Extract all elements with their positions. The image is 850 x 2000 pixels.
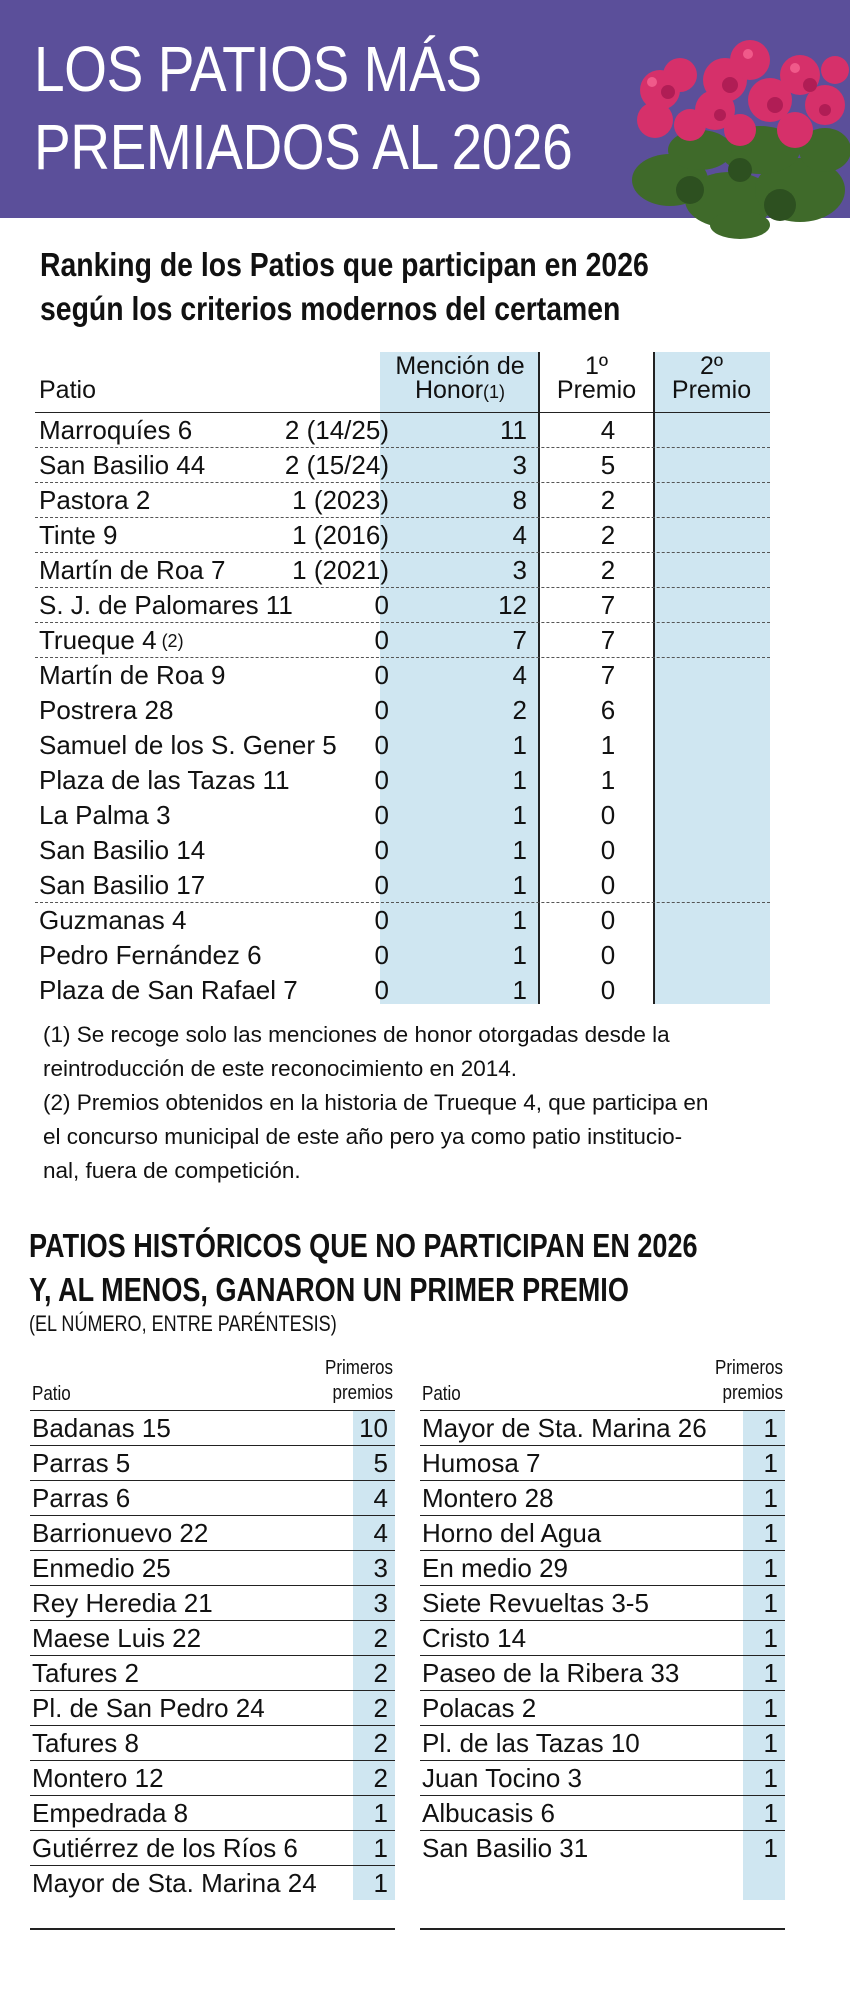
patio-name: Horno del Agua xyxy=(422,1518,602,1548)
table-row xyxy=(30,1585,395,1620)
mencion-value: 0 xyxy=(374,940,389,970)
table-row xyxy=(30,1795,395,1830)
patio-name-text: Trueque 4 xyxy=(39,625,157,655)
col-header-primer-line1: 1º xyxy=(584,352,609,380)
col-header-mencion xyxy=(380,354,540,404)
patio-name: Tafures 8 xyxy=(32,1728,139,1758)
primeros-premios-value: 2 xyxy=(373,1728,388,1758)
primeros-premios-value: 1 xyxy=(373,1868,388,1898)
page-title xyxy=(34,30,572,186)
page-title-line2: PREMIADOS AL 2026 xyxy=(34,111,573,183)
patio-name-text: S. J. de Palomares 11 xyxy=(39,590,293,620)
primeros-premios-value: 2 xyxy=(373,1658,388,1688)
primer-premio-value: 2 xyxy=(512,695,527,725)
footnotes xyxy=(43,1018,803,1188)
patio-name: Gutiérrez de los Ríos 6 xyxy=(32,1833,298,1863)
patio-name: Mayor de Sta. Marina 26 xyxy=(422,1413,707,1443)
segundo-premio-value: 0 xyxy=(600,940,616,970)
patio-name-text: Pedro Fernández 6 xyxy=(39,940,262,970)
segundo-premio-value: 0 xyxy=(600,975,616,1005)
patio-name xyxy=(39,938,262,973)
primeros-premios-value: 2 xyxy=(373,1763,388,1793)
segundo-premio-value: 1 xyxy=(600,765,616,795)
patio-name: Barrionuevo 22 xyxy=(32,1518,209,1548)
primeros-premios-value: 1 xyxy=(763,1518,778,1548)
patio-name xyxy=(39,973,298,1008)
segundo-premio-value: 0 xyxy=(600,905,616,935)
col-header-primer-line2: Premio xyxy=(556,376,637,404)
mencion-value: 0 xyxy=(374,765,389,795)
primer-premio-value: 11 xyxy=(500,415,527,445)
patio-name-text: San Basilio 17 xyxy=(39,870,206,900)
historicos-header-right xyxy=(420,1352,785,1410)
patio-name-text: San Basilio 44 xyxy=(39,450,206,480)
mencion-value: 1 (2021) xyxy=(292,555,389,585)
historicos-rows-left xyxy=(30,1410,395,1900)
patio-name xyxy=(39,518,118,553)
mencion-value: 2 (15/24) xyxy=(284,450,389,480)
patio-name xyxy=(39,448,205,483)
patio-name: Pl. de las Tazas 10 xyxy=(422,1728,640,1758)
primer-premio-value: 7 xyxy=(512,625,527,655)
patio-name: Enmedio 25 xyxy=(32,1553,171,1583)
patio-name-text: La Palma 3 xyxy=(39,800,171,830)
patio-name-text: Pastora 2 xyxy=(39,485,151,515)
primer-premio-value: 4 xyxy=(512,520,527,550)
col-header-patio: Patio xyxy=(32,1383,71,1405)
table-row xyxy=(30,1865,395,1900)
primeros-premios-value: 1 xyxy=(763,1553,778,1583)
geranium-flower-image xyxy=(630,30,850,240)
table-row xyxy=(35,938,770,973)
segundo-premio-value: 2 xyxy=(600,555,616,585)
primeros-premios-value: 1 xyxy=(763,1448,778,1478)
table-row xyxy=(30,1760,395,1795)
segundo-premio-value: 2 xyxy=(600,485,616,515)
mencion-value: 0 xyxy=(374,800,389,830)
col-header-segundo-line2: Premio xyxy=(671,376,752,404)
table-row xyxy=(420,1585,785,1620)
primeros-premios-value: 3 xyxy=(373,1553,388,1583)
primer-premio-value: 4 xyxy=(512,660,527,690)
primer-premio-value: 1 xyxy=(512,975,527,1005)
table-row xyxy=(35,903,770,938)
table-row xyxy=(30,1480,395,1515)
table-row xyxy=(420,1655,785,1690)
patio-name-text: Martín de Roa 7 xyxy=(39,555,226,585)
patio-name xyxy=(39,833,205,868)
footnote-ref-1: (1) xyxy=(483,382,506,402)
col-header-primeros-line2: premios xyxy=(332,1382,393,1404)
table-row xyxy=(35,553,770,588)
patio-name xyxy=(39,553,225,588)
table-row xyxy=(30,1620,395,1655)
divider-line xyxy=(30,1928,395,1930)
patio-name: Paseo de la Ribera 33 xyxy=(422,1658,680,1688)
patio-name: Parras 5 xyxy=(32,1448,131,1478)
table-row xyxy=(420,1480,785,1515)
primeros-premios-value: 1 xyxy=(763,1623,778,1653)
primeros-premios-value: 1 xyxy=(763,1658,778,1688)
mencion-value: 1 (2016) xyxy=(292,520,389,550)
primeros-premios-value: 1 xyxy=(763,1413,778,1443)
patio-name: Parras 6 xyxy=(32,1483,131,1513)
segundo-premio-value: 0 xyxy=(600,800,616,830)
historicos-table-right xyxy=(420,1352,785,1865)
historicos-title xyxy=(29,1224,698,1312)
patio-name: Montero 12 xyxy=(32,1763,164,1793)
patio-name xyxy=(39,903,186,938)
ranking-rows xyxy=(35,413,770,1008)
table-row xyxy=(420,1515,785,1550)
table-row xyxy=(35,483,770,518)
patio-name: San Basilio 31 xyxy=(422,1833,589,1863)
mencion-value: 0 xyxy=(374,870,389,900)
col-header-primeros xyxy=(715,1356,783,1406)
patio-name xyxy=(39,693,173,728)
ranking-header-row xyxy=(35,352,770,413)
patio-name: En medio 29 xyxy=(422,1553,568,1583)
table-row xyxy=(35,868,770,903)
mencion-value: 0 xyxy=(374,730,389,760)
primer-premio-value: 1 xyxy=(512,835,527,865)
mencion-value: 0 xyxy=(374,625,389,655)
primeros-premios-value: 4 xyxy=(373,1483,388,1513)
primeros-premios-value: 1 xyxy=(763,1693,778,1723)
ranking-title-line1: Ranking de los Patios que participan en 2026 xyxy=(40,246,649,283)
col-header-patio: Patio xyxy=(422,1383,461,1405)
primeros-premios-value: 1 xyxy=(373,1798,388,1828)
mencion-value: 0 xyxy=(374,660,389,690)
col-header-patio: Patio xyxy=(39,376,96,404)
table-row xyxy=(35,693,770,728)
primeros-premios-value: 4 xyxy=(373,1518,388,1548)
ranking-title-line2: según los criterios modernos del certamen xyxy=(40,290,621,327)
table-row xyxy=(35,833,770,868)
mencion-value: 2 (14/25) xyxy=(284,415,389,445)
patio-name-text: Postrera 28 xyxy=(39,695,174,725)
table-row xyxy=(30,1725,395,1760)
patio-name: Juan Tocino 3 xyxy=(422,1763,582,1793)
primer-premio-value: 1 xyxy=(512,800,527,830)
primer-premio-value: 3 xyxy=(512,450,527,480)
footnote-ref-2: (2) xyxy=(161,631,184,651)
primer-premio-value: 3 xyxy=(512,555,527,585)
primeros-premios-value: 1 xyxy=(763,1833,778,1863)
historicos-title-line2: Y, AL MENOS, GANARON UN PRIMER PREMIO xyxy=(29,1271,629,1308)
segundo-premio-value: 0 xyxy=(600,870,616,900)
patio-name xyxy=(39,868,205,903)
patio-name xyxy=(39,623,184,659)
footnote-1-line1: (1) Se recoge solo las menciones de honor otorgadas desde la xyxy=(43,1022,670,1047)
footnote-2-line1: (2) Premios obtenidos en la historia de Trueque 4, que participa en xyxy=(43,1090,709,1115)
patio-name-text: Guzmanas 4 xyxy=(39,905,187,935)
historicos-title-line1: PATIOS HISTÓRICOS QUE NO PARTICIPAN EN 2026 xyxy=(29,1227,698,1264)
patio-name-text: San Basilio 14 xyxy=(39,835,206,865)
primeros-premios-value: 5 xyxy=(373,1448,388,1478)
ranking-title xyxy=(40,243,649,331)
primeros-premios-value: 2 xyxy=(373,1623,388,1653)
page-title-line1: LOS PATIOS MÁS xyxy=(34,33,482,105)
table-row xyxy=(35,623,770,658)
col-header-primeros-line1: Primeros xyxy=(324,1357,393,1379)
patio-name: Badanas 15 xyxy=(32,1413,171,1443)
table-row xyxy=(30,1445,395,1480)
segundo-premio-value: 4 xyxy=(600,415,616,445)
patio-name xyxy=(39,658,225,693)
primeros-premios-value: 3 xyxy=(373,1588,388,1618)
mencion-value: 0 xyxy=(374,590,389,620)
table-row xyxy=(30,1830,395,1865)
patio-name: Montero 28 xyxy=(422,1483,554,1513)
primer-premio-value: 12 xyxy=(498,590,527,620)
primeros-premios-value: 1 xyxy=(763,1763,778,1793)
primeros-premios-value: 1 xyxy=(763,1588,778,1618)
patio-name: Cristo 14 xyxy=(422,1623,527,1653)
patio-name-text: Plaza de San Rafael 7 xyxy=(39,975,298,1005)
primeros-premios-value: 1 xyxy=(763,1483,778,1513)
patio-name: Maese Luis 22 xyxy=(32,1623,202,1653)
patio-name xyxy=(39,413,192,448)
segundo-premio-value: 7 xyxy=(600,660,616,690)
col-header-segundo-line1: 2º xyxy=(699,352,724,380)
table-row xyxy=(30,1550,395,1585)
primer-premio-value: 1 xyxy=(512,870,527,900)
patio-name: Rey Heredia 21 xyxy=(32,1588,213,1618)
table-row xyxy=(420,1760,785,1795)
segundo-premio-value: 7 xyxy=(600,590,616,620)
footnote-2-line3: nal, fuera de competición. xyxy=(43,1158,301,1183)
segundo-premio-value: 7 xyxy=(600,625,616,655)
table-row xyxy=(35,518,770,553)
table-row xyxy=(30,1410,395,1445)
primeros-premios-value: 1 xyxy=(763,1798,778,1828)
primeros-premios-value: 1 xyxy=(373,1833,388,1863)
table-row xyxy=(420,1795,785,1830)
patio-name xyxy=(39,588,293,623)
segundo-premio-value: 5 xyxy=(600,450,616,480)
table-row xyxy=(420,1620,785,1655)
patio-name-text: Marroquíes 6 xyxy=(39,415,193,445)
segundo-premio-value: 1 xyxy=(600,730,616,760)
table-row xyxy=(420,1445,785,1480)
historicos-rows-right xyxy=(420,1410,785,1865)
patio-name xyxy=(39,763,290,798)
col-header-primeros xyxy=(325,1356,393,1406)
mencion-value: 1 (2023) xyxy=(292,485,389,515)
patio-name: Polacas 2 xyxy=(422,1693,537,1723)
primeros-premios-value: 10 xyxy=(359,1413,388,1443)
primer-premio-value: 8 xyxy=(512,485,527,515)
historicos-table-left xyxy=(30,1352,395,1900)
primeros-premios-value: 1 xyxy=(763,1728,778,1758)
mencion-value: 0 xyxy=(374,835,389,865)
col-header-primeros-line2: premios xyxy=(722,1382,783,1404)
table-row xyxy=(35,728,770,763)
table-row xyxy=(30,1515,395,1550)
historicos-subtitle: (EL NÚMERO, ENTRE PARÉNTESIS) xyxy=(29,1311,337,1336)
primer-premio-value: 1 xyxy=(512,940,527,970)
table-row xyxy=(30,1690,395,1725)
patio-name: Mayor de Sta. Marina 24 xyxy=(32,1868,317,1898)
table-row xyxy=(35,413,770,448)
patio-name: Humosa 7 xyxy=(422,1448,541,1478)
table-row xyxy=(420,1410,785,1445)
primer-premio-value: 1 xyxy=(512,905,527,935)
table-row xyxy=(35,588,770,623)
segundo-premio-value: 2 xyxy=(600,520,616,550)
table-row xyxy=(420,1725,785,1760)
patio-name-text: Martín de Roa 9 xyxy=(39,660,226,690)
col-header-mencion-line1: Mención de xyxy=(395,352,525,380)
patio-name: Pl. de San Pedro 24 xyxy=(32,1693,265,1723)
primer-premio-value: 1 xyxy=(512,730,527,760)
segundo-premio-value: 6 xyxy=(600,695,616,725)
table-row xyxy=(35,798,770,833)
patio-name xyxy=(39,483,150,518)
footnote-2-line2: el concurso municipal de este año pero ya como patio institucio- xyxy=(43,1124,683,1149)
mencion-value: 0 xyxy=(374,975,389,1005)
table-row xyxy=(35,658,770,693)
divider-line xyxy=(420,1928,785,1930)
mencion-value: 0 xyxy=(374,695,389,725)
patio-name: Empedrada 8 xyxy=(32,1798,189,1828)
patio-name-text: Plaza de las Tazas 11 xyxy=(39,765,290,795)
footnote-1-line2: reintroducción de este reconocimiento en 2014. xyxy=(43,1056,518,1081)
historicos-header-left xyxy=(30,1352,395,1410)
mencion-value: 0 xyxy=(374,905,389,935)
col-header-primer xyxy=(540,354,653,402)
patio-name-text: Tinte 9 xyxy=(39,520,118,550)
patio-name: Siete Revueltas 3-5 xyxy=(422,1588,649,1618)
col-header-primeros-line1: Primeros xyxy=(714,1357,783,1379)
table-row xyxy=(30,1655,395,1690)
col-header-segundo xyxy=(653,354,770,402)
patio-name: Albucasis 6 xyxy=(422,1798,555,1828)
segundo-premio-value: 0 xyxy=(600,835,616,865)
table-row xyxy=(420,1550,785,1585)
ranking-table xyxy=(35,352,770,1008)
table-row xyxy=(420,1830,785,1865)
table-row xyxy=(35,448,770,483)
table-row xyxy=(420,1690,785,1725)
patio-name-text: Samuel de los S. Gener 5 xyxy=(39,730,337,760)
primeros-premios-value: 2 xyxy=(373,1693,388,1723)
col-header-mencion-line2 xyxy=(380,378,540,404)
table-row xyxy=(35,763,770,798)
table-row xyxy=(35,973,770,1008)
col-header-mencion-label: Honor xyxy=(414,376,484,404)
primer-premio-value: 1 xyxy=(512,765,527,795)
patio-name xyxy=(39,798,171,833)
patio-name xyxy=(39,728,337,763)
patio-name: Tafures 2 xyxy=(32,1658,139,1688)
